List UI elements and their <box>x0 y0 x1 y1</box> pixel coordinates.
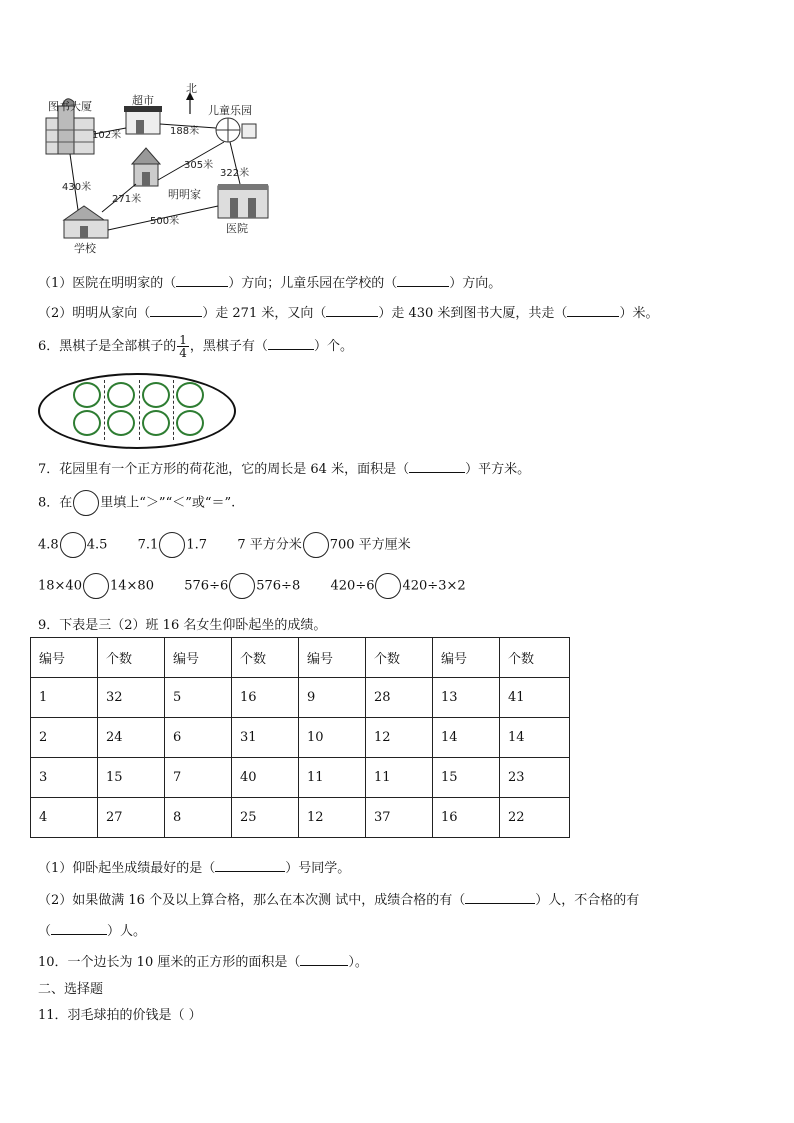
compare-circle[interactable] <box>303 532 329 558</box>
home-building-image <box>132 148 160 186</box>
supermarket-label: 超市 <box>132 94 154 107</box>
chess-piece <box>73 382 101 408</box>
chess-piece <box>176 382 204 408</box>
hospital-label: 医院 <box>226 222 248 235</box>
chess-pieces-oval <box>38 373 236 449</box>
distance-library-school: 430米 <box>62 182 92 193</box>
home-label: 明明家 <box>168 188 201 201</box>
fraction-one-quarter: $\frac{1}{4}$ <box>179 333 187 360</box>
school-building-image <box>64 206 108 238</box>
question-7: 7．花园里有一个正方形的荷花池，它的周长是 64 米，面积是（ ）平方米。 <box>38 462 531 477</box>
q5-sub2: （2）明明从家向（ ）走 271 米，又向（ ）走 430 米到图书大厦，共走（ ）米。 <box>38 306 659 321</box>
q9-sub1: （1）仰卧起坐成绩最好的是（ ）号同学。 <box>38 861 351 876</box>
chess-piece <box>73 410 101 436</box>
distance-home-playground: 305米 <box>184 160 214 171</box>
compare-circle[interactable] <box>229 573 255 599</box>
chess-piece <box>142 382 170 408</box>
distance-library-supermarket: 102米 <box>92 130 122 141</box>
answer-blank[interactable] <box>409 460 465 473</box>
compare-circle[interactable] <box>375 573 401 599</box>
q8-row-2: 18×40 14×80 576÷6 576÷8 420÷6 420÷3×2 <box>38 573 466 599</box>
answer-blank[interactable] <box>465 891 535 904</box>
north-label: 北 <box>186 82 197 95</box>
q9-sub2-continued: （ ）人。 <box>38 924 147 939</box>
school-label: 学校 <box>74 242 96 255</box>
library-label: 图书大厦 <box>48 100 92 113</box>
table-row: 1 32 5 16 9 28 13 41 <box>31 678 570 718</box>
chess-piece <box>107 410 135 436</box>
answer-blank[interactable] <box>326 304 378 317</box>
section-heading: 二、选择题 <box>38 982 104 997</box>
table-row: 2 24 6 31 10 12 14 14 <box>31 718 570 758</box>
distance-school-home: 271米 <box>112 194 142 205</box>
question-6: 6．黑棋子是全部棋子的 $\frac{1}{4}$ ，黑棋子有（ ）个。 <box>38 333 353 360</box>
question-9-title: 9．下表是三（2）班 16 名女生仰卧起坐的成绩。 <box>38 618 327 633</box>
compare-circle[interactable] <box>60 532 86 558</box>
compare-circle <box>73 490 99 516</box>
hospital-building-image <box>218 184 268 218</box>
q9-sub2: （2）如果做满 16 个及以上算合格，那么在本次测 试中，成绩合格的有（ ）人，不合格的有 <box>38 893 640 908</box>
q5-sub1: （1）医院在明明家的（ ）方向；儿童乐园在学校的（ ）方向。 <box>38 276 502 291</box>
distance-supermarket-playground: 188米 <box>170 126 200 137</box>
chess-piece <box>107 382 135 408</box>
chess-piece <box>176 410 204 436</box>
score-table <box>30 637 570 838</box>
answer-blank[interactable] <box>215 859 285 872</box>
map-diagram <box>40 80 280 258</box>
playground-image <box>216 118 256 142</box>
supermarket-building-image <box>124 106 162 134</box>
distance-school-hospital: 500米 <box>150 216 180 227</box>
question-8: 8．在 里填上“＞”“＜”或“＝”. <box>38 490 235 516</box>
answer-blank[interactable] <box>150 304 202 317</box>
answer-blank[interactable] <box>268 337 314 350</box>
q8-row-1: 4.8 4.5 7.1 1.7 7 平方分米 700 平方厘米 <box>38 532 411 558</box>
chess-piece <box>142 410 170 436</box>
playground-label: 儿童乐园 <box>208 104 252 117</box>
compare-circle[interactable] <box>159 532 185 558</box>
table-row: 3 15 7 40 11 11 15 23 <box>31 758 570 798</box>
question-11: 11．羽毛球拍的价钱是（ ） <box>38 1008 202 1023</box>
answer-blank[interactable] <box>51 922 107 935</box>
answer-blank[interactable] <box>567 304 619 317</box>
divider-line <box>139 380 140 440</box>
distance-playground-hospital: 322米 <box>220 168 250 179</box>
answer-blank[interactable] <box>300 953 348 966</box>
answer-blank[interactable] <box>176 274 228 287</box>
table-row: 4 27 8 25 12 37 16 22 <box>31 798 570 838</box>
question-10: 10．一个边长为 10 厘米的正方形的面积是（ ）。 <box>38 955 368 970</box>
table-header-row: 编号 个数 编号 个数 编号 个数 编号 个数 <box>31 638 570 678</box>
divider-line <box>104 380 105 440</box>
answer-blank[interactable] <box>397 274 449 287</box>
compare-circle[interactable] <box>83 573 109 599</box>
divider-line <box>173 380 174 440</box>
